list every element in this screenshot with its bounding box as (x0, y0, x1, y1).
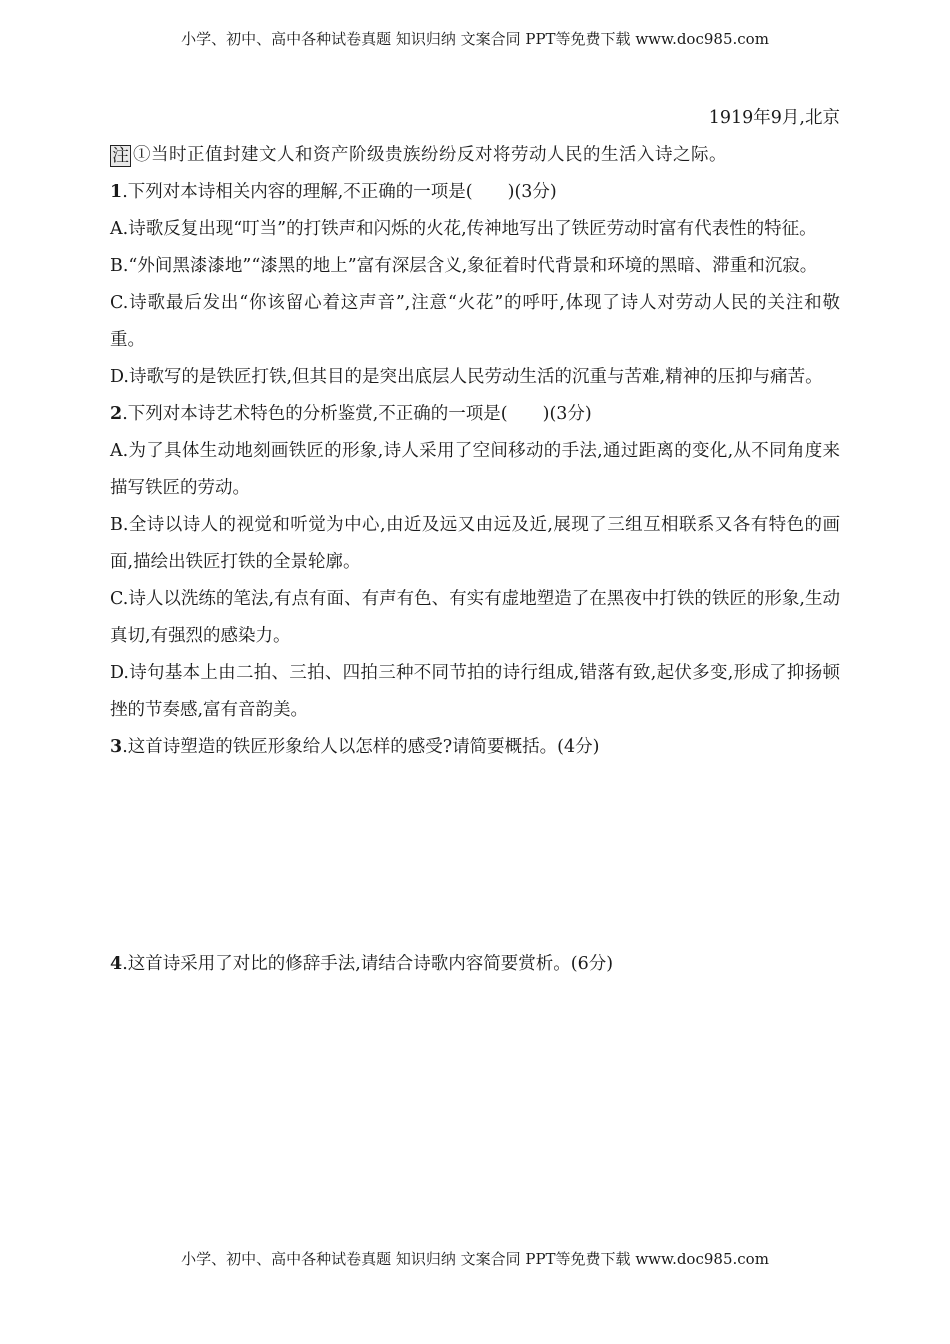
option-d: D.诗歌写的是铁匠打铁,但其目的是突出底层人民劳动生活的沉重与苦难,精神的压抑与痛苦。 (110, 367, 823, 387)
option-a: A.诗歌反复出现“叮当”的打铁声和闪烁的火花,传神地写出了铁匠劳动时富有代表性的特征。 (110, 219, 817, 239)
question-text: .下列对本诗艺术特色的分析鉴赏,不正确的一项是( )(3分) (122, 404, 592, 424)
answer-space (110, 766, 840, 946)
option-c: C.诗歌最后发出“你该留心着这声音”,注意“火花”的呼吁,体现了诗人对劳动人民的关注和敬重。 (110, 293, 840, 350)
question-number: 3 (110, 737, 123, 757)
option-c: C.诗人以洗练的笔法,有点有面、有声有色、有实有虚地塑造了在黑夜中打铁的铁匠的形象,生动真切,有强烈的感染力。 (110, 589, 840, 646)
exam-content (110, 100, 840, 983)
question-number: 4 (110, 954, 123, 974)
question-2 (110, 396, 840, 729)
question-text: .下列对本诗相关内容的理解,不正确的一项是( )(3分) (122, 182, 557, 202)
poem-dateline: 1919年9月,北京 (708, 108, 840, 128)
question-stem (110, 174, 840, 211)
question-3 (110, 729, 840, 766)
question-text: .这首诗塑造的铁匠形象给人以怎样的感受?请简要概括。(4分) (122, 737, 600, 757)
page-header: 小学、初中、高中各种试卷真题 知识归纳 文案合同 PPT等免费下载 www.doc985.com (181, 30, 769, 48)
question-1 (110, 174, 840, 396)
option-b: B.“外间黑漆漆地”“漆黑的地上”富有深层含义,象征着时代背景和环境的黑暗、滞重和沉寂。 (110, 256, 818, 276)
note-label: 注 (112, 145, 129, 166)
note-text: ①当时正值封建文人和资产阶级贵族纷纷反对将劳动人民的生活入诗之际。 (133, 145, 727, 165)
question-text: .这首诗采用了对比的修辞手法,请结合诗歌内容简要赏析。(6分) (122, 954, 614, 974)
page-footer: 小学、初中、高中各种试卷真题 知识归纳 文案合同 PPT等免费下载 www.doc985.com (181, 1250, 769, 1268)
question-stem (110, 396, 840, 433)
question-stem (110, 946, 840, 983)
question-number: 1 (110, 182, 123, 202)
option-b: B.全诗以诗人的视觉和听觉为中心,由近及远又由远及近,展现了三组互相联系又各有特色的画面,描绘出铁匠打铁的全景轮廓。 (110, 515, 840, 572)
question-number: 2 (110, 404, 123, 424)
question-4 (110, 946, 840, 983)
footnote (110, 137, 840, 174)
option-d: D.诗句基本上由二拍、三拍、四拍三种不同节拍的诗行组成,错落有致,起伏多变,形成了抑扬顿挫的节奏感,富有音韵美。 (110, 663, 840, 720)
question-stem (110, 729, 840, 766)
option-a: A.为了具体生动地刻画铁匠的形象,诗人采用了空间移动的手法,通过距离的变化,从不同角度来描写铁匠的劳动。 (110, 441, 840, 498)
